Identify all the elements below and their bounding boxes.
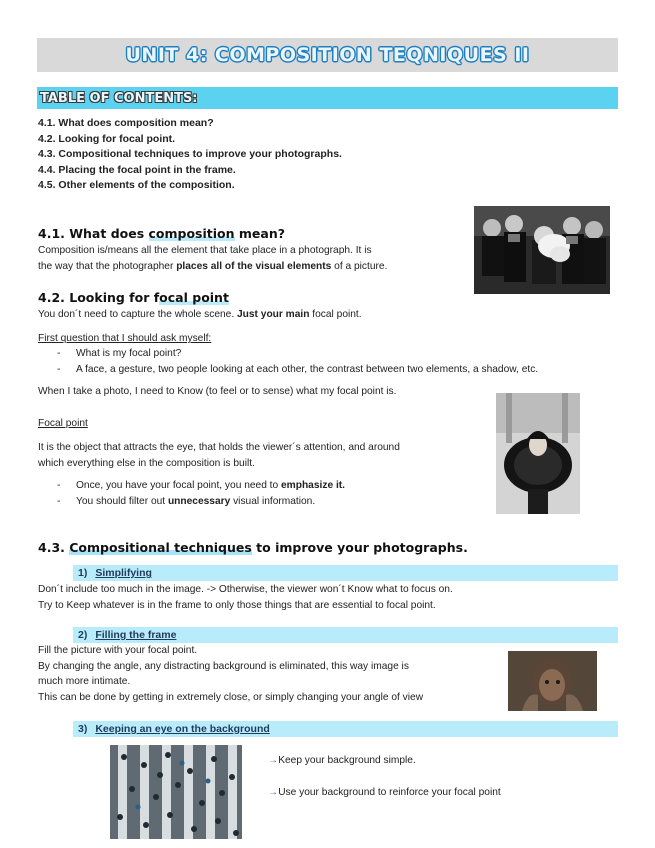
arrow-right-icon: → [268,787,279,798]
arrow-right-icon: → [268,755,279,766]
background-tip-1 [268,753,416,769]
heading-highlight: composition [148,226,235,241]
toc-item[interactable]: 4.1. What does composition mean? [38,117,214,129]
section-4-2-heading [38,290,229,305]
when-text: When I take a photo, I need to Know (to feel or to sense) what my focal point is. [38,386,397,397]
paragraph-line: By changing the angle, any distracting background is eliminated, this way image is [38,660,409,672]
heading-highlight: ocal point [159,290,229,305]
heading-text: 4.2. Looking for f [38,290,160,305]
focal-point-definition [38,440,478,471]
paragraph-line: which everything else in the composition is built. [38,457,255,469]
text: focal point. [309,309,362,320]
toc-heading: TABLE OF CONTENTS: [40,90,198,106]
paragraph-line [38,259,458,275]
question-label: First question that I should ask myself: [38,333,212,344]
toc-bar [37,87,618,109]
technique-2-bar [73,627,618,643]
title-bar [37,38,618,72]
bold-text: unnecessary [167,495,231,507]
toc-item[interactable]: 4.4. Placing the focal point in the frame. [38,163,236,176]
technique-label: Simplifying [95,567,152,579]
paragraph-line: This can be done by getting in extremely close, or simply changing your angle of view [38,691,424,703]
technique-label: Keeping an eye on the background [95,723,270,735]
heading-text: 4.3. [38,540,70,555]
tip-text: Keep your background simple. [278,755,416,766]
paragraph-line: Fill the picture with your focal point. [38,645,198,656]
heading-text: to improve your photographs. [251,540,468,555]
photo-photographers-bride [474,206,610,294]
technique-number: 2) [78,629,88,641]
list-item [38,478,478,494]
photo-child-closeup [508,651,597,711]
photo-woman-feather-collar [496,393,580,514]
text: You should filter out [76,495,168,507]
text: visual information. [230,495,316,507]
text: the way that the photographer [38,260,177,272]
technique-2-body [38,643,488,705]
background-tip-2 [268,785,501,801]
focal-point-bullets [38,478,478,509]
heading-text: 4.1. What does [38,226,149,241]
heading-highlight: Compositional techniques [69,540,252,555]
bold-text: emphasize it. [281,480,345,491]
technique-1-body [38,582,453,613]
list-item: - What is my focal point? [38,346,638,362]
bold-text: Just your main [237,309,310,320]
text: of a picture. [331,260,388,272]
section-4-2-intro [38,307,362,323]
technique-number: 3) [78,723,88,735]
paragraph-line: It is the object that attracts the eye, that holds the viewer´s attention, and around [38,442,400,453]
section-4-1-body [38,243,458,274]
toc-item[interactable]: 4.3. Compositional techniques to improve your photographs. [38,148,342,160]
paragraph-line: much more intimate. [38,676,131,687]
toc-list [38,116,342,194]
toc-item[interactable]: 4.5. Other elements of the composition. [38,179,235,191]
technique-1-bar [73,565,618,581]
text: Once, you have your focal point, you need to [76,480,282,491]
photo-crosswalk-crowd [110,745,242,839]
paragraph-line: Composition is/means all the element that take place in a photograph. It is [38,245,372,256]
question-list [38,346,638,377]
tip-text: Use your background to reinforce your focal point [278,787,501,798]
list-item [38,494,478,510]
technique-3-bar [73,721,618,737]
paragraph-line: Try to Keep whatever is in the frame to only those things that are essential to focal point. [38,599,436,611]
technique-number: 1) [78,567,88,579]
text: You don´t need to capture the whole scene. [38,309,237,320]
bold-text: places all of the visual elements [176,260,332,272]
heading-text: mean? [234,226,285,241]
section-4-1-heading [38,226,285,241]
page-title: UNIT 4: COMPOSITION TEQNIQUES II [125,44,530,66]
toc-item[interactable]: 4.2. Looking for focal point. [38,132,176,145]
focal-point-label: Focal point [38,418,88,429]
list-item: - A face, a gesture, two people looking at each other, the contrast between two elements, a shadow, etc. [38,362,638,378]
technique-label: Filling the frame [95,629,177,641]
section-4-3-heading [38,540,468,555]
paragraph-line: Don´t include too much in the image. -> Otherwise, the viewer won´t Know what to focus on. [38,584,453,595]
